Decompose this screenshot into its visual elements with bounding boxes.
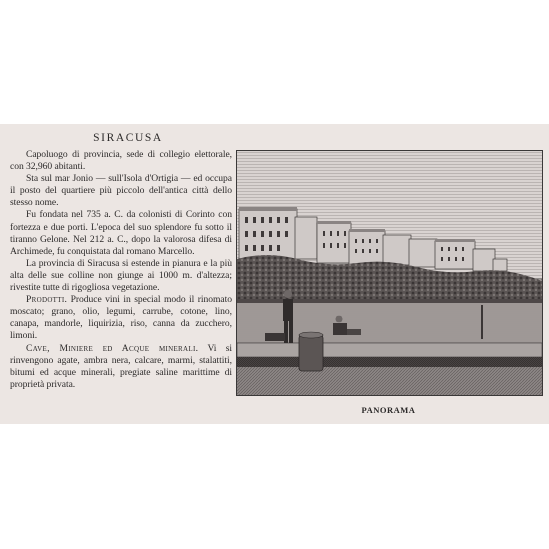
figure-caption: PANORAMA bbox=[361, 405, 416, 415]
quarries-paragraph bbox=[10, 343, 232, 391]
paragraph: Fu fondata nel 735 a. C. da colonisti di Corinto con fortezza e due porti. L'epoca del suo splendore fu sotto il tiranno Gelone. Nel 212 a. C., dopo la valorosa difesa di Archimede, fu conquistata dal romano Marcello. bbox=[10, 209, 232, 257]
paragraph: La provincia di Siracusa si estende in pianura e la più alta delle sue colline non giunge ai 1000 m. d'altezza; rivestite tutte di rigogliosa vegetazione. bbox=[10, 257, 232, 294]
quarries-text: Vi si rinvengono agate, ambra nera, calcare, marmi, stalattiti, bitumi ed acque minerali, pregiate saline marittime di proprietà privata. bbox=[10, 342, 232, 390]
quarries-label: Cave, Miniere ed Acque minerali. bbox=[26, 342, 199, 354]
products-text: Produce vini in special modo il rinomato moscato; grano, olio, legumi, carrube, cotone, lino, canapa, mandorle, liquirizia, riso, canna da zucchero, limoni. bbox=[10, 294, 232, 342]
paragraph: Capoluogo di provincia, sede di collegio elettorale, con 32,960 abitanti. bbox=[10, 149, 232, 173]
page-title: SIRACUSA bbox=[93, 132, 163, 144]
products-label: Prodotti. bbox=[26, 294, 68, 306]
text-column bbox=[10, 132, 232, 391]
paragraph: Sta sul mar Jonio — sull'Isola d'Ortigia — ed occupa il posto del quartiere più piccolo dell'antica città dello stesso nome. bbox=[10, 173, 232, 209]
products-paragraph bbox=[10, 294, 232, 342]
book-page bbox=[0, 124, 549, 424]
panorama-engraving bbox=[236, 150, 543, 396]
